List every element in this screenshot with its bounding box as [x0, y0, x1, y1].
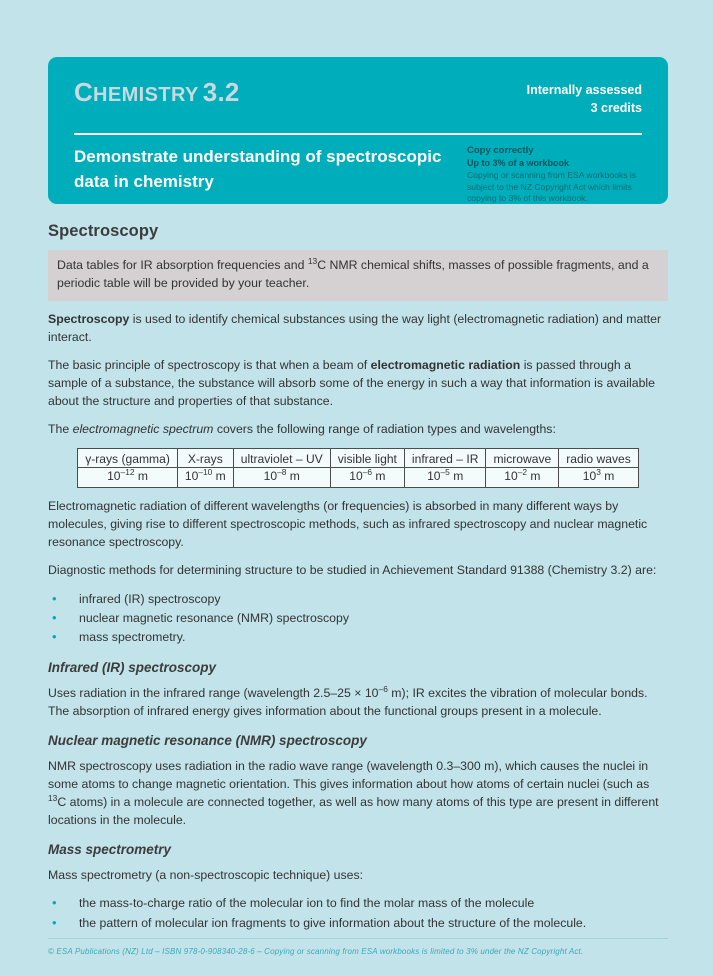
table-row — [78, 449, 639, 468]
wavelength-exponent: –8 — [277, 467, 287, 478]
paragraph-3-part-b: covers the following range of radiation types and wavelengths: — [213, 422, 556, 437]
subject-name-rest: HEMISTRY — [92, 84, 199, 106]
radiation-type-cell: visible light — [330, 449, 404, 468]
wavelength-unit: m — [134, 469, 148, 484]
paragraph-diagnostic-methods-intro: Diagnostic methods for determining structure to be studied in Achievement Standard 91388 (Chemistry 3.2) are: — [48, 563, 657, 578]
diagnostic-methods-list — [48, 590, 668, 647]
table-row — [78, 468, 639, 488]
wavelength-unit: m — [600, 469, 615, 484]
note-text-post: C NMR chemical shifts, masses of possible fragments, and a periodic table will be provided by your teacher. — [57, 258, 649, 290]
subheading-infrared-spectroscopy: Infrared (IR) spectroscopy — [48, 659, 217, 675]
radiation-type-cell: ultraviolet – UV — [233, 449, 330, 468]
copyright-notice-block — [467, 145, 642, 204]
radiation-type-cell: γ-rays (gamma) — [78, 449, 178, 468]
electromagnetic-spectrum-table — [77, 448, 639, 488]
term-electromagnetic-radiation: electromagnetic radiation — [370, 358, 521, 373]
paragraph-infrared-description — [48, 684, 668, 720]
paragraph-basic-principle — [48, 356, 668, 410]
subheading-mass-spectrometry: Mass spectrometry — [48, 842, 172, 858]
list-item-label: nuclear magnetic resonance (NMR) spectroscopy — [79, 610, 349, 625]
ir-exponent: –6 — [378, 683, 388, 694]
nmr-carbon-13-superscript: 13 — [48, 793, 58, 803]
wavelength-unit: m — [212, 469, 226, 484]
wavelength-cell — [78, 468, 178, 488]
credits-count: 3 credits — [590, 101, 642, 116]
radiation-type-cell: X-rays — [177, 449, 233, 468]
term-spectroscopy: Spectroscopy — [48, 311, 130, 326]
paragraph-mass-spectrometry-intro: Mass spectrometry (a non-spectroscopic technique) uses: — [48, 868, 364, 883]
standard-number: 3.2 — [202, 77, 240, 107]
term-electromagnetic-spectrum: electromagnetic spectrum — [72, 422, 214, 437]
wavelength-base: 10 — [349, 469, 363, 484]
wavelength-base: 10 — [263, 469, 278, 484]
wavelength-unit: m — [449, 469, 464, 484]
list-item — [48, 914, 668, 932]
paragraph-1-rest: is used to identify chemical substances using the way light (electromagnetic radiation) and matter interact. — [48, 311, 662, 344]
list-item-label: mass spectrometry. — [79, 630, 186, 645]
subject-first-letter: C — [74, 77, 93, 107]
paragraph-radiation-absorption: Electromagnetic radiation of different wavelengths (or frequencies) is absorbed in many different ways by molecules, giving rise to different spectroscopic methods, such as infrared spectroscopy and nuclear magnetic resonance spectroscopy. — [48, 499, 648, 550]
wavelength-base: 10 — [582, 469, 597, 484]
wavelength-unit: m — [372, 469, 386, 484]
spectrum-table-container — [48, 448, 668, 488]
page-content — [48, 222, 668, 942]
list-item — [48, 628, 668, 646]
wavelength-base: 10 — [427, 469, 441, 484]
assessment-type: Internally assessed — [526, 83, 642, 97]
paragraph-nmr-description — [48, 757, 668, 829]
banner-bottom-row — [74, 145, 642, 204]
copy-notice-body: Copying or scanning from ESA workbooks is subject to the NZ Copyright Act which limits copying to 3% of this workbook. — [467, 170, 637, 204]
wavelength-cell — [233, 468, 330, 488]
wavelength-base: 10 — [184, 469, 199, 484]
paragraph-2-part-a: The basic principle of spectroscopy is that when a beam of — [48, 358, 371, 373]
standard-header-banner — [48, 57, 668, 204]
paragraph-spectrum-intro — [48, 420, 668, 438]
wavelength-cell — [404, 468, 486, 488]
note-text-pre: Data tables for IR absorption frequencies and — [57, 258, 308, 272]
wavelength-exponent: 3 — [596, 467, 601, 478]
resources-note-box — [48, 250, 668, 301]
wavelength-exponent: –12 — [120, 467, 135, 478]
radiation-type-cell: infrared – IR — [404, 449, 486, 468]
wavelength-base: 10 — [107, 469, 121, 484]
subheading-nmr-spectroscopy: Nuclear magnetic resonance (NMR) spectroscopy — [48, 732, 367, 748]
wavelength-exponent: –5 — [440, 467, 450, 478]
wavelength-base: 10 — [504, 469, 518, 484]
wavelength-exponent: –2 — [517, 467, 528, 478]
wavelength-cell — [330, 468, 404, 488]
paragraph-2-part-b: is passed through a sample of a substance, the substance will absorb some of the energy in such a way that information is available about the structure and properties of that substance. — [48, 358, 655, 409]
achievement-standard-title: Demonstrate understanding of spectroscopic data in chemistry — [74, 147, 442, 191]
wavelength-cell — [559, 468, 639, 488]
radiation-type-cell: radio waves — [559, 449, 639, 468]
list-item — [48, 609, 668, 627]
subject-standard-title — [74, 79, 240, 105]
wavelength-unit: m — [286, 469, 300, 484]
paragraph-3-part-a: The — [48, 422, 73, 437]
mass-spectrometry-list — [48, 894, 668, 932]
wavelength-unit: m — [527, 469, 541, 484]
copy-limit-subheading: Up to 3% of a workbook — [467, 157, 570, 168]
radiation-type-cell: microwave — [486, 449, 559, 468]
list-item-label: the pattern of molecular ion fragments to give information about the structure of the molecule. — [79, 915, 587, 930]
list-item — [48, 894, 668, 912]
wavelength-exponent: –10 — [198, 467, 213, 478]
nmr-text-part-a: NMR spectroscopy uses radiation in the radio wave range (wavelength 0.3–300 m), which causes the nuclei in some atoms to change magnetic orientation. This gives information about how atoms of certain nuclei (such as — [48, 758, 650, 792]
list-item — [48, 590, 668, 608]
list-item-label: infrared (IR) spectroscopy — [79, 591, 221, 606]
wavelength-cell — [177, 468, 233, 488]
carbon-13-superscript: 13 — [307, 255, 318, 266]
assessment-info — [527, 79, 642, 117]
banner-divider — [74, 133, 642, 135]
page-footer: © ESA Publications (NZ) Ltd – ISBN 978-0-908340-28-6 – Copying or scanning from ESA workbooks is limited to 3% under the NZ Copyright Act. — [48, 947, 584, 956]
banner-top-row — [74, 79, 642, 131]
ir-text-part-b: m); IR excites the vibration of molecular bonds. The absorption of infrared energy gives information about the functional groups present in a molecule. — [48, 685, 648, 718]
nmr-text-part-b: C atoms) in a molecule are connected together, as well as how many atoms of this type are present in different locations in the molecule. — [48, 795, 659, 828]
wavelength-exponent: –6 — [362, 467, 372, 478]
footer-divider — [48, 938, 668, 939]
paragraph-spectroscopy-definition — [48, 310, 668, 346]
page-title: Spectroscopy — [48, 222, 159, 240]
copy-correctly-heading: Copy correctly — [467, 145, 534, 156]
ir-text-part-a: Uses radiation in the infrared range (wavelength 2.5–25 × 10 — [48, 685, 379, 700]
list-item-label: the mass-to-charge ratio of the molecular ion to find the molar mass of the molecule — [79, 896, 535, 911]
wavelength-cell — [486, 468, 559, 488]
